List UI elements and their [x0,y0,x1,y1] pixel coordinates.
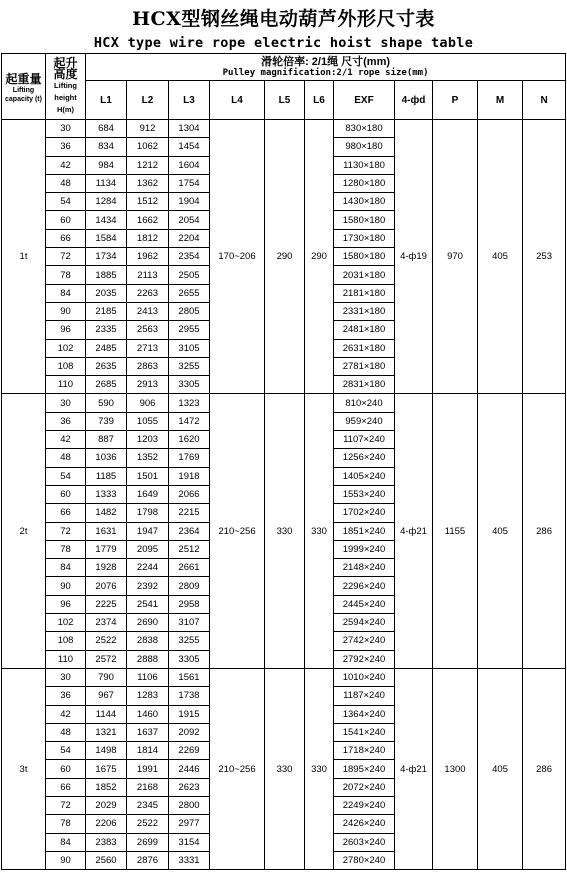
l1-cell: 684 [86,120,127,138]
height-cell: 42 [46,705,86,723]
l2-cell: 1203 [127,431,169,449]
l2-cell: 2838 [127,632,169,650]
l1-cell: 1284 [86,193,127,211]
exf-cell: 1280×180 [334,174,395,192]
height-cell: 108 [46,357,86,375]
height-cell: 84 [46,284,86,302]
l3-cell: 2446 [169,760,210,778]
exf-cell: 2296×240 [334,577,395,595]
l3-cell: 2354 [169,248,210,266]
exf-cell: 2031×180 [334,266,395,284]
l2-cell: 1991 [127,760,169,778]
exf-cell: 1541×240 [334,723,395,741]
column-header-l1: L1 [86,81,127,120]
height-header [46,54,86,120]
bolt-cell: 4-ф21 [395,394,433,668]
l1-cell: 2076 [86,577,127,595]
l2-cell: 1362 [127,174,169,192]
l3-cell: 3305 [169,650,210,668]
exf-cell: 1718×240 [334,742,395,760]
l2-cell: 2095 [127,540,169,558]
l2-cell: 2168 [127,778,169,796]
l1-cell: 2572 [86,650,127,668]
l2-cell: 1662 [127,211,169,229]
l3-cell: 2800 [169,796,210,814]
column-header-n: N [523,81,566,120]
exf-cell: 830×180 [334,120,395,138]
l3-cell: 2977 [169,815,210,833]
l3-cell: 3154 [169,833,210,851]
l3-cell: 1738 [169,687,210,705]
l2-cell: 1212 [127,156,169,174]
l2-cell: 1814 [127,742,169,760]
l2-cell: 2413 [127,302,169,320]
pulley-header-cn: 滑轮倍率: 2/1绳 尺寸(mm) [261,55,391,68]
column-header-l4: L4 [210,81,265,120]
page-title: HCX型钢丝绳电动葫芦外形尺寸表 [132,8,435,30]
l1-cell: 967 [86,687,127,705]
exf-cell: 2792×240 [334,650,395,668]
exf-cell: 1187×240 [334,687,395,705]
exf-cell: 1730×180 [334,229,395,247]
l6-cell: 290 [305,120,334,394]
l1-cell: 590 [86,394,127,412]
exf-cell: 1553×240 [334,485,395,503]
height-cell: 78 [46,540,86,558]
l2-cell: 2690 [127,614,169,632]
height-cell: 36 [46,687,86,705]
height-cell: 78 [46,815,86,833]
l4-cell: 210~256 [210,668,265,869]
l1-cell: 1734 [86,248,127,266]
l2-cell: 1947 [127,522,169,540]
l3-cell: 2204 [169,229,210,247]
exf-cell: 1256×240 [334,449,395,467]
l3-cell: 2364 [169,522,210,540]
l2-cell: 1512 [127,193,169,211]
height-cell: 48 [46,449,86,467]
l2-cell: 906 [127,394,169,412]
l3-cell: 2805 [169,302,210,320]
l3-cell: 1604 [169,156,210,174]
height-cell: 72 [46,796,86,814]
table-row [2,668,566,686]
l1-cell: 1885 [86,266,127,284]
l1-cell: 1185 [86,467,127,485]
l3-cell: 2655 [169,284,210,302]
p-cell: 970 [433,120,478,394]
n-cell: 286 [523,668,566,869]
l2-cell: 1962 [127,248,169,266]
l3-cell: 2054 [169,211,210,229]
l3-cell: 3255 [169,357,210,375]
exf-cell: 2603×240 [334,833,395,851]
height-cell: 54 [46,742,86,760]
l2-cell: 1283 [127,687,169,705]
l3-cell: 3305 [169,376,210,394]
l2-cell: 2713 [127,339,169,357]
height-cell: 48 [46,174,86,192]
bolt-cell: 4-ф19 [395,120,433,394]
l3-cell: 2809 [169,577,210,595]
height-cell: 30 [46,668,86,686]
exf-cell: 2331×180 [334,302,395,320]
l1-cell: 2383 [86,833,127,851]
height-cell: 84 [46,833,86,851]
table-row [2,120,566,138]
l4-cell: 210~256 [210,394,265,668]
l2-cell: 2263 [127,284,169,302]
l2-cell: 2888 [127,650,169,668]
height-cell: 102 [46,339,86,357]
height-cell: 78 [46,266,86,284]
exf-cell: 959×240 [334,412,395,430]
l1-cell: 1434 [86,211,127,229]
l1-cell: 2225 [86,595,127,613]
l1-cell: 2560 [86,851,127,869]
dimension-table [1,53,566,870]
height-cell: 66 [46,504,86,522]
height-header-en1: Lifting height [54,80,77,102]
height-cell: 72 [46,522,86,540]
exf-cell: 1405×240 [334,467,395,485]
capacity-cell: 3t [2,668,46,869]
l2-cell: 1352 [127,449,169,467]
m-cell: 405 [478,120,523,394]
l1-cell: 2206 [86,815,127,833]
l1-cell: 1321 [86,723,127,741]
l3-cell: 3331 [169,851,210,869]
exf-cell: 1430×180 [334,193,395,211]
exf-cell: 2781×180 [334,357,395,375]
capacity-header [2,54,46,120]
l3-cell: 2958 [169,595,210,613]
l1-cell: 984 [86,156,127,174]
l3-cell: 2955 [169,321,210,339]
exf-cell: 2249×240 [334,796,395,814]
height-cell: 108 [46,632,86,650]
exf-cell: 2148×240 [334,559,395,577]
capacity-header-cn: 起重量 [5,71,42,86]
height-cell: 72 [46,248,86,266]
height-header-cn: 起升高度 [53,55,78,81]
l3-cell: 3255 [169,632,210,650]
l3-cell: 1323 [169,394,210,412]
exf-cell: 2594×240 [334,614,395,632]
height-cell: 110 [46,376,86,394]
column-header-m: M [478,81,523,120]
exf-cell: 2426×240 [334,815,395,833]
l1-cell: 790 [86,668,127,686]
height-cell: 36 [46,138,86,156]
exf-cell: 1580×180 [334,211,395,229]
n-cell: 286 [523,394,566,668]
l3-cell: 2269 [169,742,210,760]
l2-cell: 1501 [127,467,169,485]
exf-cell: 2780×240 [334,851,395,869]
l1-cell: 1584 [86,229,127,247]
height-cell: 54 [46,193,86,211]
l1-cell: 2635 [86,357,127,375]
l2-cell: 1460 [127,705,169,723]
height-cell: 42 [46,156,86,174]
height-cell: 96 [46,321,86,339]
l2-cell: 2113 [127,266,169,284]
l2-cell: 2522 [127,815,169,833]
l1-cell: 1333 [86,485,127,503]
p-cell: 1300 [433,668,478,869]
exf-cell: 2742×240 [334,632,395,650]
column-header-l2: L2 [127,81,169,120]
height-cell: 36 [46,412,86,430]
height-cell: 84 [46,559,86,577]
height-header-en2: H(m) [56,104,75,114]
height-cell: 60 [46,211,86,229]
column-header-l6: L6 [305,81,334,120]
exf-cell: 2631×180 [334,339,395,357]
exf-cell: 2445×240 [334,595,395,613]
exf-cell: 2181×180 [334,284,395,302]
column-header-p: P [433,81,478,120]
l2-cell: 1055 [127,412,169,430]
l2-cell: 1062 [127,138,169,156]
l1-cell: 1498 [86,742,127,760]
height-cell: 60 [46,760,86,778]
l1-cell: 2522 [86,632,127,650]
height-cell: 90 [46,577,86,595]
l2-cell: 2913 [127,376,169,394]
l2-cell: 2699 [127,833,169,851]
l3-cell: 1918 [169,467,210,485]
height-cell: 90 [46,851,86,869]
exf-cell: 2831×180 [334,376,395,394]
l2-cell: 1649 [127,485,169,503]
l3-cell: 1769 [169,449,210,467]
column-header-l5: L5 [265,81,305,120]
l1-cell: 2185 [86,302,127,320]
height-cell: 90 [46,302,86,320]
l2-cell: 1812 [127,229,169,247]
height-cell: 42 [46,431,86,449]
l3-cell: 1561 [169,668,210,686]
l3-cell: 1304 [169,120,210,138]
l3-cell: 1454 [169,138,210,156]
height-cell: 54 [46,467,86,485]
l1-cell: 1036 [86,449,127,467]
exf-cell: 1851×240 [334,522,395,540]
m-cell: 405 [478,668,523,869]
l1-cell: 2029 [86,796,127,814]
l1-cell: 1631 [86,522,127,540]
l1-cell: 887 [86,431,127,449]
l1-cell: 1852 [86,778,127,796]
l1-cell: 1675 [86,760,127,778]
height-cell: 110 [46,650,86,668]
page-subtitle: HCX type wire rope electric hoist shape table [93,35,474,51]
l6-cell: 330 [305,668,334,869]
exf-cell: 1130×180 [334,156,395,174]
column-header-4-d: 4-фd [395,81,433,120]
l1-cell: 2485 [86,339,127,357]
l3-cell: 3105 [169,339,210,357]
l2-cell: 2876 [127,851,169,869]
exf-cell: 1580×180 [334,248,395,266]
l3-cell: 2215 [169,504,210,522]
l2-cell: 1798 [127,504,169,522]
l3-cell: 1915 [169,705,210,723]
l5-cell: 290 [265,120,305,394]
l2-cell: 2244 [127,559,169,577]
l3-cell: 2066 [169,485,210,503]
table-row [2,394,566,412]
pulley-header [86,54,566,81]
column-header-l3: L3 [169,81,210,120]
l5-cell: 330 [265,394,305,668]
bolt-cell: 4-ф21 [395,668,433,869]
l1-cell: 1134 [86,174,127,192]
l2-cell: 2392 [127,577,169,595]
l1-cell: 2335 [86,321,127,339]
exf-cell: 810×240 [334,394,395,412]
l3-cell: 2623 [169,778,210,796]
l2-cell: 2563 [127,321,169,339]
p-cell: 1155 [433,394,478,668]
height-cell: 60 [46,485,86,503]
l4-cell: 170~206 [210,120,265,394]
exf-cell: 1999×240 [334,540,395,558]
l3-cell: 2512 [169,540,210,558]
exf-cell: 1107×240 [334,431,395,449]
l1-cell: 834 [86,138,127,156]
l2-cell: 2863 [127,357,169,375]
l2-cell: 2345 [127,796,169,814]
l3-cell: 1472 [169,412,210,430]
l2-cell: 1106 [127,668,169,686]
l1-cell: 1144 [86,705,127,723]
exf-cell: 980×180 [334,138,395,156]
column-header-exf: EXF [334,81,395,120]
exf-cell: 2481×180 [334,321,395,339]
l1-cell: 2685 [86,376,127,394]
l3-cell: 2661 [169,559,210,577]
l1-cell: 739 [86,412,127,430]
l1-cell: 1928 [86,559,127,577]
height-cell: 30 [46,394,86,412]
height-cell: 30 [46,120,86,138]
l1-cell: 2374 [86,614,127,632]
exf-cell: 1895×240 [334,760,395,778]
l2-cell: 912 [127,120,169,138]
l1-cell: 1779 [86,540,127,558]
height-cell: 66 [46,229,86,247]
n-cell: 253 [523,120,566,394]
l5-cell: 330 [265,668,305,869]
l3-cell: 3107 [169,614,210,632]
capacity-header-en: Lifting capacity (t) [5,86,42,103]
m-cell: 405 [478,394,523,668]
l3-cell: 1754 [169,174,210,192]
exf-cell: 1010×240 [334,668,395,686]
l2-cell: 1637 [127,723,169,741]
l3-cell: 2505 [169,266,210,284]
capacity-cell: 2t [2,394,46,668]
exf-cell: 1364×240 [334,705,395,723]
l2-cell: 2541 [127,595,169,613]
height-cell: 102 [46,614,86,632]
height-cell: 48 [46,723,86,741]
l3-cell: 2092 [169,723,210,741]
l1-cell: 2035 [86,284,127,302]
height-cell: 66 [46,778,86,796]
l3-cell: 1904 [169,193,210,211]
pulley-header-en: Pulley magnification:2/1 rope size(mm) [222,67,429,78]
l3-cell: 1620 [169,431,210,449]
l6-cell: 330 [305,394,334,668]
capacity-cell: 1t [2,120,46,394]
exf-cell: 2072×240 [334,778,395,796]
exf-cell: 1702×240 [334,504,395,522]
height-cell: 96 [46,595,86,613]
l1-cell: 1482 [86,504,127,522]
